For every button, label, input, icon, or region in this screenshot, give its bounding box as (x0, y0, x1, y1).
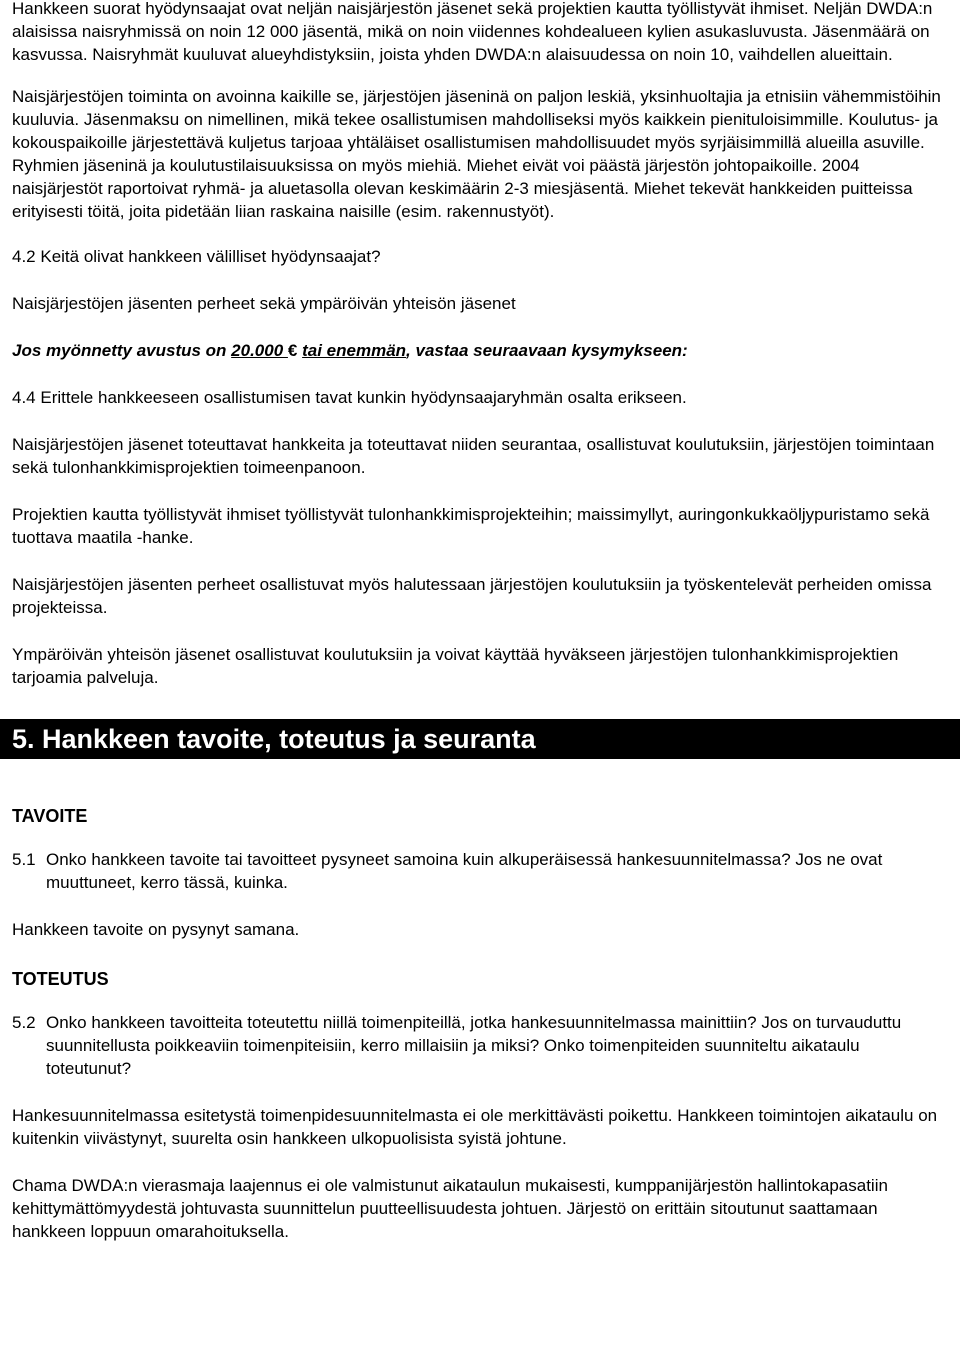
question-5-1-number: 5.1 (12, 850, 36, 869)
question-4-2: 4.2 Keitä olivat hankkeen välilliset hyödynsaajat? (12, 247, 381, 266)
intro-paragraph-2: Naisjärjestöjen toiminta on avoinna kaikille se, järjestöjen jäseninä on paljon leskiä, yksinhuoltajia ja etnisiin vähemmistöihin kuuluvia. Jäsenmaksu on nimellinen, mikä tekee osallistumisen mahdolliseksi myös kaikkein pienituloisimmille. Koulutus- ja kokouspaikoille järjestettävä kuljetus tarjoaa yhtäläiset osallistumisen mahdollisuudet myös syrjäisimmillä alueilla asuville. Ryhmien jäseninä ja koulutustilaisuuksissa on myös miehiä. Miehet eivät voi päästä järjestön johtopaikoille. 2004 naisjärjestöt raportoivat ryhmä- ja aluetasolla olevan keskimäärin 2-3 miesjäsentä. Miehet tekevät hankkeiden puitteissa erityisesti töitä, joita pidetään liian raskaina naisille (esim. rakennustyöt). (12, 87, 941, 221)
toteutus-heading: TOTEUTUS (12, 969, 109, 989)
tavoite-heading: TAVOITE (12, 806, 88, 826)
question-5-2-number: 5.2 (12, 1013, 36, 1032)
condition-prefix: Jos myönnetty avustus on (12, 341, 232, 360)
intro-paragraph-1: Hankkeen suorat hyödynsaajat ovat neljän naisjärjestön jäsenet sekä projektien kautta työllistyvät ihmiset. Neljän DWDA:n alaisissa naisryhmissä on noin 12 000 jäsentä, mikä on noin viidennes kohdealueen kylien asukasluvusta. Jäsenmäärä on kasvussa. Naisryhmät kuuluvat alueyhdistyksiin, joista yhden DWDA:n alaisuudessa on noin 10, vaihdellen alueittain. (12, 0, 933, 64)
answer-4-4-community: Ympäröivän yhteisön jäsenet osallistuvat koulutuksiin ja voivat käyttää hyväkseen järjestöjen tulonhankkimisprojektien tarjoamia palveluja. (12, 645, 899, 687)
answer-4-4-employed: Projektien kautta työllistyvät ihmiset työllistyvät tulonhankkimisprojekteihin; maissimyllyt, auringonkukkaöljypuristamo sekä tuottava maatila -hanke. (12, 505, 930, 547)
euro-icon: € (287, 341, 298, 360)
answer-5-2-schedule: Hankesuunnitelmassa esitetystä toimenpidesuunnitelmasta ei ole merkittävästi poikettu. Hankkeen toimintojen aikataulu on kuitenkin viivästynyt, suurelta osin hankkeen ulkopuolisista syistä johtune. (12, 1106, 938, 1148)
answer-5-1: Hankkeen tavoite on pysynyt samana. (12, 920, 300, 939)
answer-4-2: Naisjärjestöjen jäsenten perheet sekä ympäröivän yhteisön jäsenet (12, 294, 516, 313)
question-5-1-text: Onko hankkeen tavoite tai tavoitteet pysyneet samoina kuin alkuperäisessä hankesuunnitelmassa? Jos ne ovat muuttuneet, kerro tässä, kuinka. (46, 850, 883, 892)
grant-condition (12, 339, 948, 362)
condition-amount: 20.000 (231, 341, 288, 360)
condition-suffix: , vastaa seuraavaan kysymykseen: (406, 341, 688, 360)
question-5-1 (12, 848, 948, 894)
question-5-2-text: Onko hankkeen tavoitteita toteutettu niillä toimenpiteillä, jotka hankesuunnitelmassa mainittiin? Jos on turvauduttu suunnitellusta poikkeaviin toimenpiteisiin, kerro millaisiin ja miksi? Onko toimenpiteiden suunniteltu aikataulu toteutunut? (46, 1013, 902, 1078)
answer-4-4-families: Naisjärjestöjen jäsenten perheet osallistuvat myös halutessaan järjestöjen koulutuksiin ja työskentelevät perheiden omissa projekteissa. (12, 575, 932, 617)
document-page (12, 0, 948, 1243)
answer-5-2-guesthouse: Chama DWDA:n vierasmaja laajennus ei ole valmistunut aikataulun mukaisesti, kumppanijärjestön hallintokapasatiin kehittymättömyydestä johtuvasta suunnittelun puutteellisuudesta johtuen. Järjestö on erittäin sitoutunut saattamaan hankkeen loppuun omarahoituksella. (12, 1176, 888, 1241)
section-5-heading: 5. Hankkeen tavoite, toteutus ja seuranta (0, 719, 960, 759)
condition-more: tai enemmän (302, 341, 407, 360)
question-5-2 (12, 1011, 948, 1080)
answer-4-4-members: Naisjärjestöjen jäsenet toteuttavat hankkeita ja toteuttavat niiden seurantaa, osallistuvat koulutuksiin, järjestöjen toimintaan sekä tulonhankkimisprojektien toimeenpanoon. (12, 435, 935, 477)
question-4-4: 4.4 Erittele hankkeeseen osallistumisen tavat kunkin hyödynsaajaryhmän osalta erikseen. (12, 388, 687, 407)
